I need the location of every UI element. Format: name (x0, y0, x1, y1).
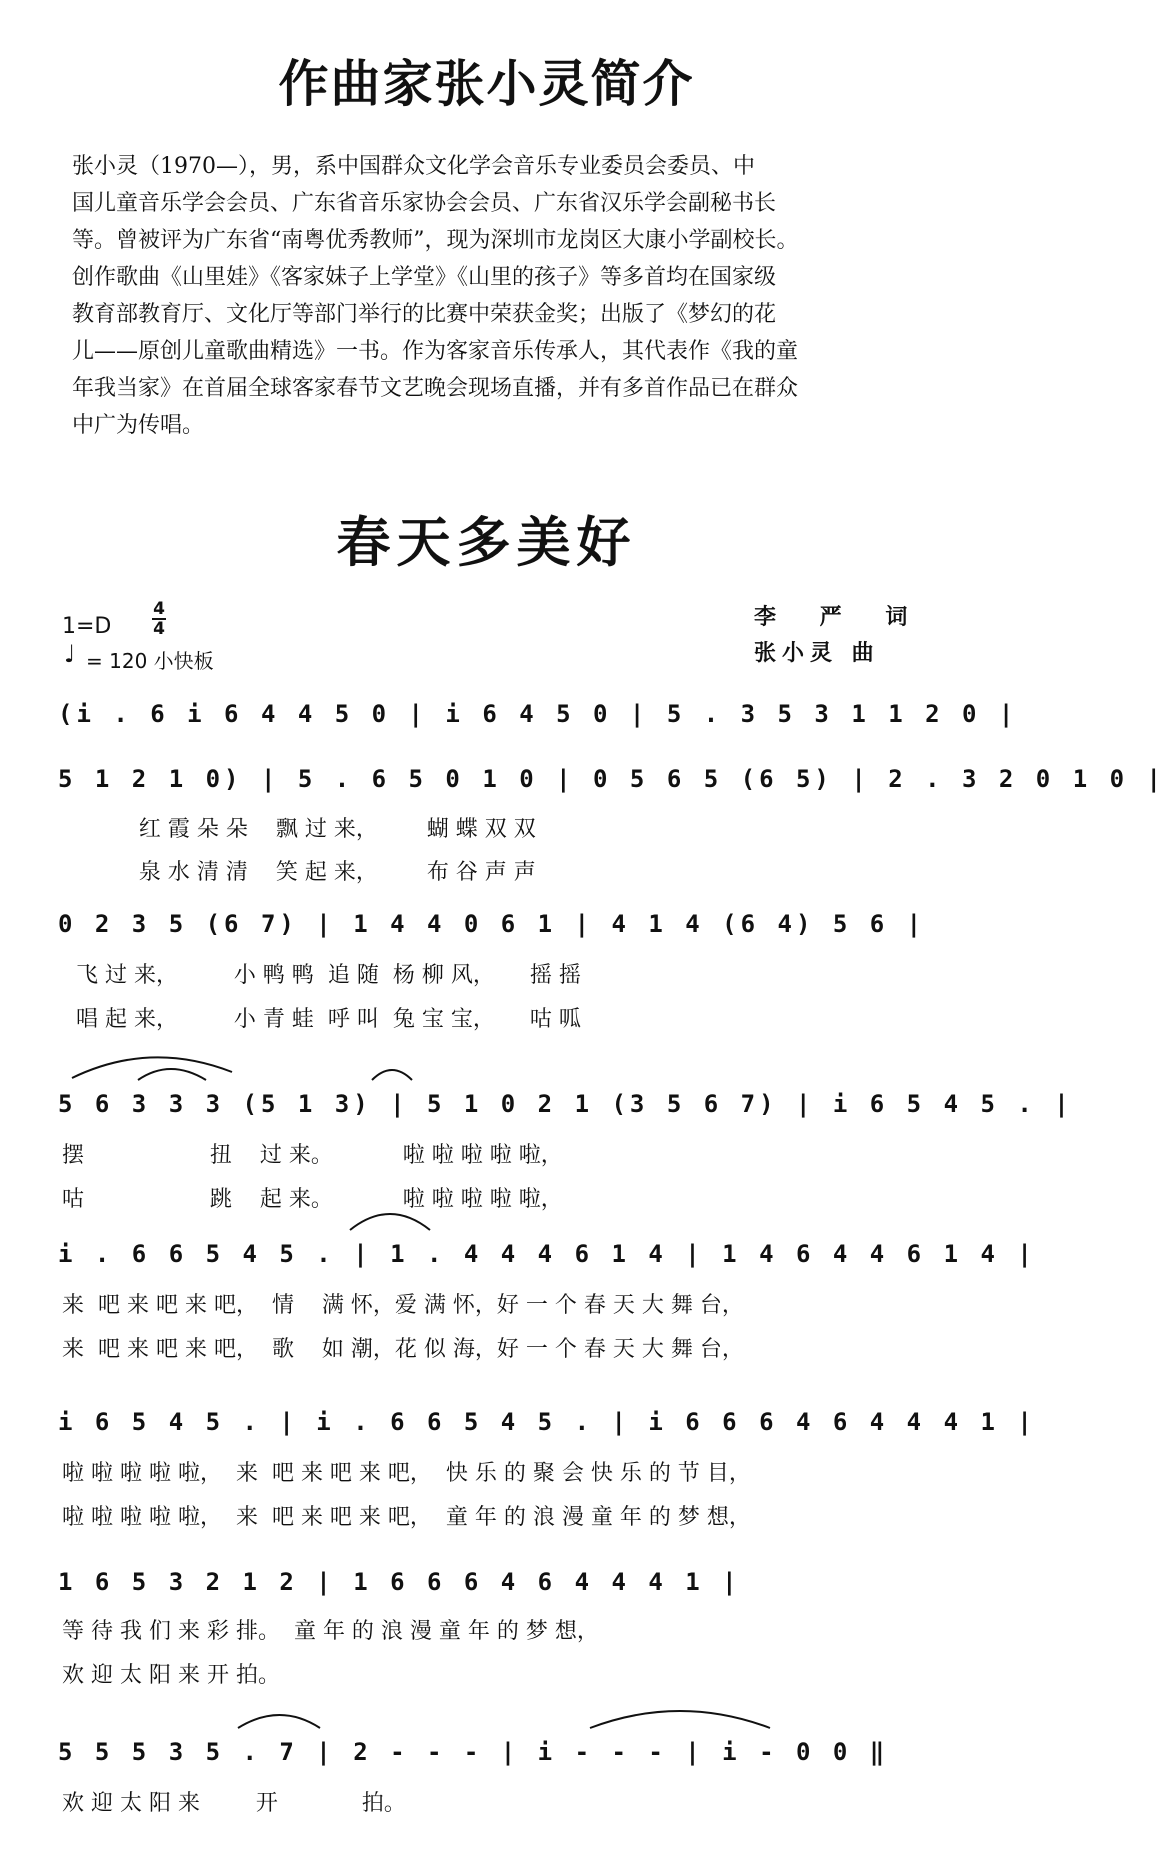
score-line-8: 5 5 5 3 5 . 7 | 2 - - - | i - - - | i - 0 0 ‖ (58, 1738, 889, 1766)
bio-line: 张小灵（1970—），男，系中国群众文化学会音乐专业委员会委员、中 (72, 154, 755, 179)
lyric-verse-2: 欢 迎 太 阳 来 开 拍。 (62, 1663, 280, 1688)
lyric-verse-2: 来 吧 来 吧 来 吧， 歌 如 潮，花 似 海，好 一 个 春 天 大 舞 台， (62, 1337, 744, 1362)
tempo-marking: = 120 小快板 (86, 649, 214, 673)
lyric-verse-1: 摆 扭 过 来。 啦 啦 啦 啦 啦， (62, 1143, 563, 1168)
bio-line: 中广为传唱。 (72, 413, 205, 438)
tie-mark (590, 1711, 770, 1728)
score-line-1: (i . 6 i 6 4 4 5 0 | i 6 4 5 0 | 5 . 3 5 3 1 1 2 0 | (58, 700, 1018, 728)
score-line-4: 5 6 3 3 3 (5 1 3) | 5 1 0 2 1 (3 5 6 7) | i 6 5 4 5 . | (58, 1090, 1073, 1118)
key-signature: 1=D (62, 614, 112, 639)
score-line-6: i 6 5 4 5 . | i . 6 6 5 4 5 . | i 6 6 6 4 6 4 4 4 1 | (58, 1408, 1036, 1436)
lyric-verse-2: 泉 水 清 清 笑 起 来， 布 谷 声 声 (62, 860, 536, 885)
composer-bio (72, 148, 902, 444)
lyric-verse-1: 飞 过 来， 小 鸭 鸭 追 随 杨 柳 风， 摇 摇 (62, 963, 581, 988)
intro-title: 作曲家张小灵简介 (278, 55, 695, 113)
lyric-verse-1: 啦 啦 啦 啦 啦， 来 吧 来 吧 来 吧， 快 乐 的 聚 会 快 乐 的 节 目， (62, 1461, 751, 1486)
score-line-5: i . 6 6 5 4 5 . | 1 . 4 4 4 6 1 4 | 1 4 6 4 4 6 1 4 | (58, 1240, 1036, 1268)
slur-mark (350, 1214, 430, 1230)
score-line-7: 1 6 5 3 2 1 2 | 1 6 6 6 4 6 4 4 4 1 | (58, 1568, 741, 1596)
slur-mark (238, 1715, 320, 1728)
time-signature (152, 600, 166, 638)
quarter-note-icon: ♩ (64, 640, 76, 668)
score-line-3: 0 2 3 5 (6 7) | 1 4 4 0 6 1 | 4 1 4 (6 4) 5 6 | (58, 910, 926, 938)
lyricist-credit: 李 严 词 (754, 605, 926, 630)
lyric-verse-1: 来 吧 来 吧 来 吧， 情 满 怀，爱 满 怀，好 一 个 春 天 大 舞 台， (62, 1293, 744, 1318)
lyric-verse-1: 欢 迎 太 阳 来 开 拍。 (62, 1791, 406, 1816)
score-line-2: 5 1 2 1 0) | 5 . 6 5 0 1 0 | 0 5 6 5 (6 5) | 2 . 3 2 0 1 0 | (58, 765, 1165, 793)
time-signature-bottom: 4 (153, 619, 165, 639)
song-title: 春天多美好 (336, 511, 637, 574)
slur-mark (72, 1057, 232, 1078)
lyric-verse-1: 红 霞 朵 朵 飘 过 来， 蝴 蝶 双 双 (62, 817, 536, 842)
lyric-verse-2: 咕 跳 起 来。 啦 啦 啦 啦 啦， (62, 1187, 563, 1212)
bio-line: 创作歌曲《山里娃》《客家妹子上学堂》《山里的孩子》等多首均在国家级 (72, 265, 777, 290)
slur-mark (138, 1069, 206, 1080)
composer-credit: 张小灵 曲 (754, 641, 880, 666)
bio-line: 国儿童音乐学会会员、广东省音乐家协会会员、广东省汉乐学会副秘书长 (72, 191, 777, 216)
lyric-verse-2: 啦 啦 啦 啦 啦， 来 吧 来 吧 来 吧， 童 年 的 浪 漫 童 年 的 梦 想， (62, 1505, 751, 1530)
time-signature-top: 4 (153, 599, 165, 619)
bio-line: 儿——原创儿童歌曲精选》一书。作为客家音乐传承人，其代表作《我的童 (72, 339, 799, 364)
lyric-verse-2: 唱 起 来， 小 青 蛙 呼 叫 兔 宝 宝， 咕 呱 (62, 1007, 581, 1032)
lyric-verse-1: 等 待 我 们 来 彩 排。 童 年 的 浪 漫 童 年 的 梦 想， (62, 1619, 599, 1644)
bio-line: 年我当家》在首届全球客家春节文艺晚会现场直播，并有多首作品已在群众 (72, 376, 799, 401)
bio-line: 等。曾被评为广东省“南粤优秀教师”，现为深圳市龙岗区大康小学副校长。 (72, 228, 799, 253)
slur-mark (372, 1070, 412, 1080)
bio-line: 教育部教育厅、文化厅等部门举行的比赛中荣获金奖；出版了《梦幻的花 (72, 302, 777, 327)
